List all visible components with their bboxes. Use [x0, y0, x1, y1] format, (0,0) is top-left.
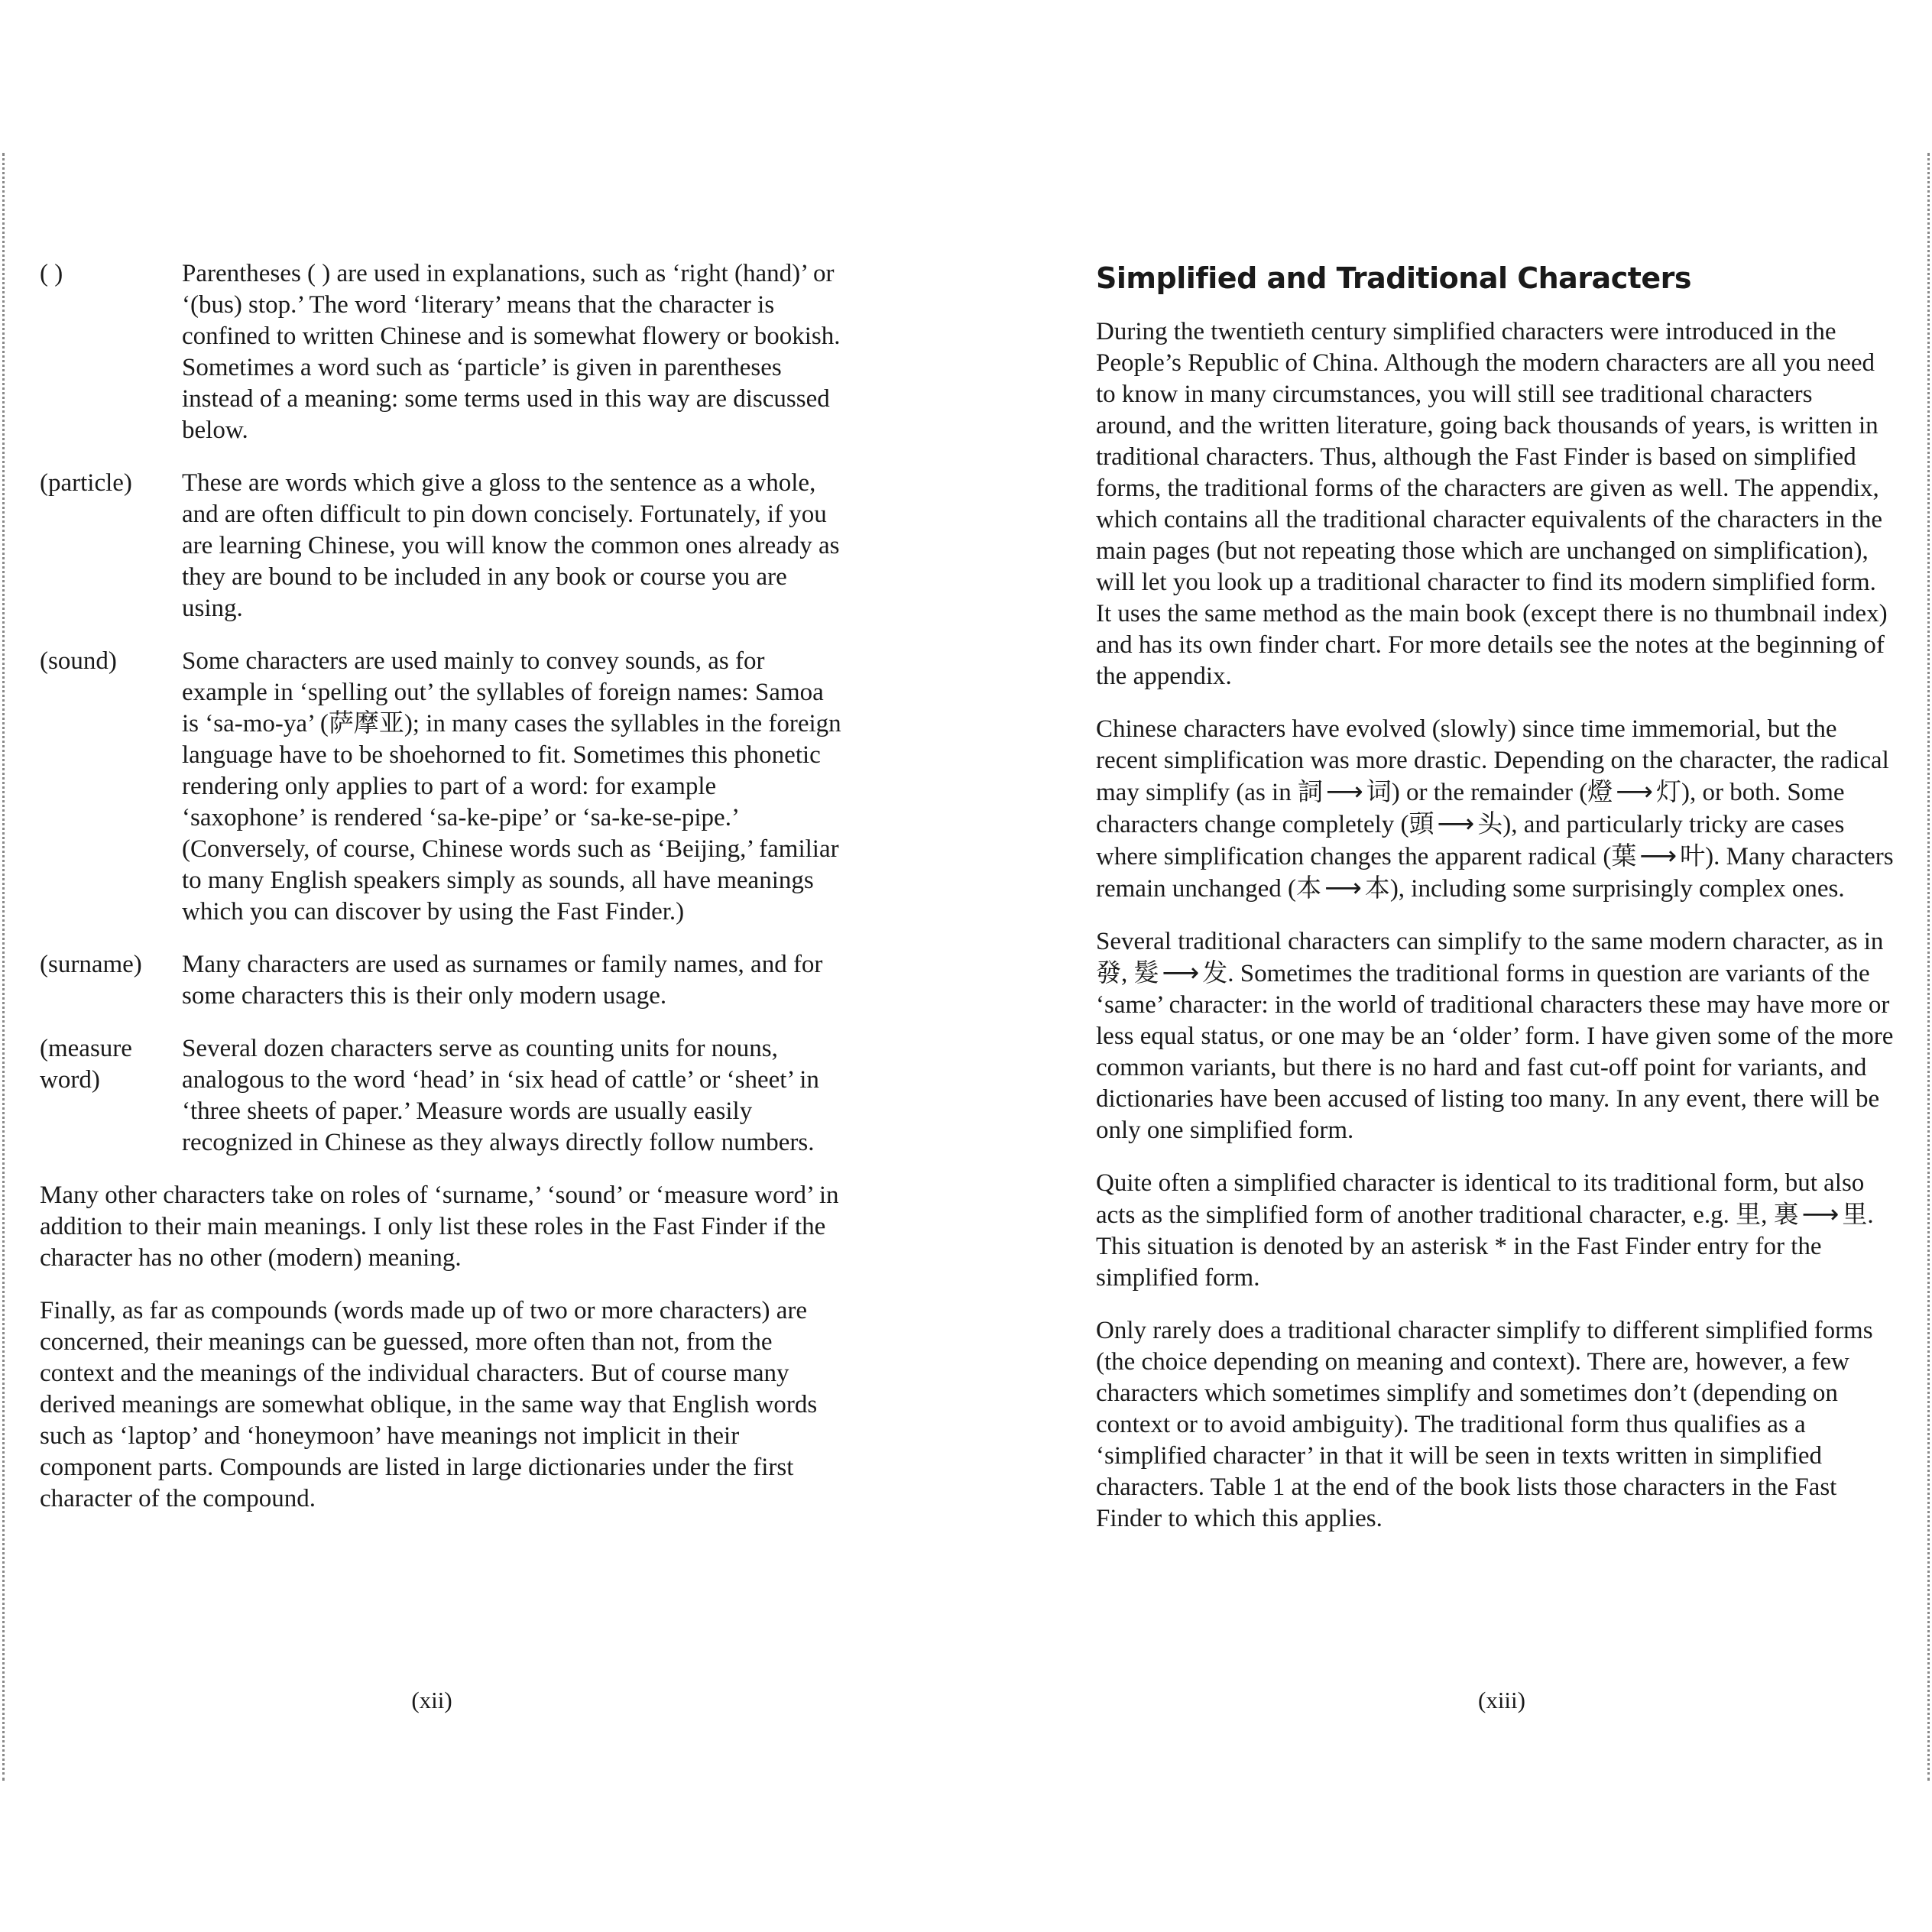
section-heading: Simplified and Traditional Characters — [1096, 261, 1692, 295]
traditional-character: 燈 — [1587, 779, 1613, 806]
simplified-character: 发 — [1202, 960, 1228, 987]
definition-text: Many characters are used as surnames or family names, and for some characters this is their only modern usage. — [182, 951, 823, 1010]
arrow-right-icon: ⟶ — [1324, 873, 1362, 903]
definition-text: These are words which give a gloss to the sentence as a whole, and are often difficult to pin down concisely. Fortunately, if you are learning Chinese, you will know the common ones already as they are bound to be included in any book or course you are using. — [182, 469, 840, 622]
definition-row — [40, 258, 842, 446]
definition-row — [40, 646, 842, 928]
definition-text: Some characters are used mainly to convey sounds, as for example in ‘spelling out’ the syllables of foreign names: Samoa is ‘sa-mo-ya’ (萨摩亚); in many cases the syllables in the foreign language have to be shoehorned to fit. Sometimes this phonetic rendering only applies to part of a word: for example ‘saxophone’ is rendered ‘sa-ke-pipe’ or ‘sa-ke-se-pipe.’ (Conversely, of course, Chinese words such as ‘Beijing,’ familiar to many English speakers simply as sounds, all have meanings which you can discover by using the Fast Finder.) — [182, 647, 841, 925]
page-number: (xii) — [411, 1687, 452, 1713]
arrow-right-icon: ⟶ — [1325, 776, 1363, 807]
simplified-character: 灯 — [1656, 779, 1682, 806]
simplified-character: 词 — [1366, 779, 1392, 806]
page-number: (xiii) — [1478, 1687, 1525, 1713]
simplified-character: 里 — [1842, 1201, 1868, 1229]
right-page-edge — [1927, 153, 1930, 1781]
arrow-right-icon: ⟶ — [1639, 841, 1678, 871]
definition-term: ( ) — [40, 260, 63, 287]
arrow-right-icon: ⟶ — [1616, 776, 1654, 807]
body-paragraph: During the twentieth century simplified characters were introduced in the People’s Republic of China. Although the modern characters are all you need to know in many circumstances, you will still see traditional characters around, and the written literature, going back thousands of years, is written in traditional characters. Thus, although the Fast Finder is based on simplified forms, the traditional forms of the characters are given as well. The appendix, which contains all the traditional character equivalents of the characters in the main pages (but not repeating those which are unchanged on simplification), will let you look up a traditional character to find its modern simplified form. It uses the same method as the main book (except there is no thumbnail index) and has its own finder chart. For more details see the notes at the beginning of the appendix. — [1096, 318, 1888, 690]
traditional-character: 里, 裏 — [1736, 1201, 1799, 1229]
arrow-right-icon: ⟶ — [1162, 958, 1200, 988]
body-paragraph: Only rarely does a traditional character simplify to different simplified forms (the choice depending on meaning and context). There are, however, a few characters which sometimes simplify and sometimes don’t (depending on context or to avoid ambiguity). The traditional form thus qualifies as a ‘simplified character’ in that it will be seen in texts written in simplified characters. Table 1 at the end of the book lists those characters in the Fast Finder to which this applies. — [1096, 1317, 1873, 1532]
simplified-character: 叶 — [1680, 843, 1706, 870]
definition-text: Several dozen characters serve as counting units for nouns, analogous to the word ‘head’ in ‘six head of cattle’ or ‘sheet’ in ‘three sheets of paper.’ Measure words are usually easily recognized in Chinese as they always directly follow numbers. — [182, 1035, 819, 1156]
left-page — [40, 258, 842, 1536]
right-page — [1096, 258, 1895, 1556]
definition-text: Parentheses ( ) are used in explanations, such as ‘right (hand)’ or ‘(bus) stop.’ The word ‘literary’ means that the character is confined to written Chinese and is somewhat flowery or bookish. Sometimes a word such as ‘particle’ is given in parentheses instead of a meaning: some terms used in this way are discussed below. — [182, 260, 841, 444]
traditional-character: 發, 髮 — [1096, 960, 1159, 987]
left-page-edge — [2, 153, 5, 1781]
simplified-character: 本 — [1364, 875, 1390, 903]
body-paragraph: Several traditional characters can simplify to the same modern character, as in 發, 髮 ⟶ 发. Sometimes the traditional forms in question are variants of the ‘same’ character: in the world of traditional characters these may have more or less equal status, or one may be an ‘older’ form. I have given some of the more common variants, but there is no hard and fast cut-off point for variants, and dictionaries have been accused of listing too many. In any event, there will be only one simplified form. — [1096, 928, 1894, 1144]
definition-term: (measure word) — [40, 1035, 132, 1094]
body-paragraph: Quite often a simplified character is identical to its traditional form, but also acts as the simplified form of another traditional character, e.g. 里, 裏 ⟶ 里. This situation is denoted by an asterisk * in the Fast Finder entry for the simplified form. — [1096, 1169, 1874, 1292]
body-paragraph: Finally, as far as compounds (words made up of two or more characters) are concerned, their meanings can be guessed, more often than not, from the context and the meanings of the individual characters. But of course many derived meanings are somewhat oblique, in the same way that English words such as ‘laptop’ and ‘honeymoon’ have meanings not implicit in their component parts. Compounds are listed in large dictionaries under the first character of the compound. — [40, 1297, 818, 1512]
definition-term: (surname) — [40, 951, 142, 978]
traditional-character: 葉 — [1611, 843, 1637, 870]
body-paragraph: Many other characters take on roles of ‘surname,’ ‘sound’ or ‘measure word’ in addition to their main meanings. I only list these roles in the Fast Finder if the character has no other (modern) meaning. — [40, 1182, 839, 1272]
definition-row — [40, 949, 842, 1012]
arrow-right-icon: ⟶ — [1801, 1199, 1840, 1230]
definition-row — [40, 468, 842, 624]
body-paragraph: Chinese characters have evolved (slowly) since time immemorial, but the recent simplification was more drastic. Depending on the character, the radical may simplify (as in 詞 ⟶ 词) or the remainder (燈 ⟶ 灯), or both. Some characters change completely (頭 ⟶ 头), and particularly tricky are cases where simplification changes the apparent radical (葉 ⟶ 叶). Many characters remain unchanged (本 ⟶ 本), including some surprisingly complex ones. — [1096, 715, 1894, 903]
definition-row — [40, 1033, 842, 1159]
arrow-right-icon: ⟶ — [1437, 809, 1475, 839]
traditional-character: 詞 — [1297, 779, 1323, 806]
simplified-character: 头 — [1477, 811, 1503, 838]
definition-term: (sound) — [40, 647, 117, 675]
traditional-character: 本 — [1296, 875, 1322, 903]
definition-term: (particle) — [40, 469, 132, 497]
traditional-character: 頭 — [1408, 811, 1434, 838]
